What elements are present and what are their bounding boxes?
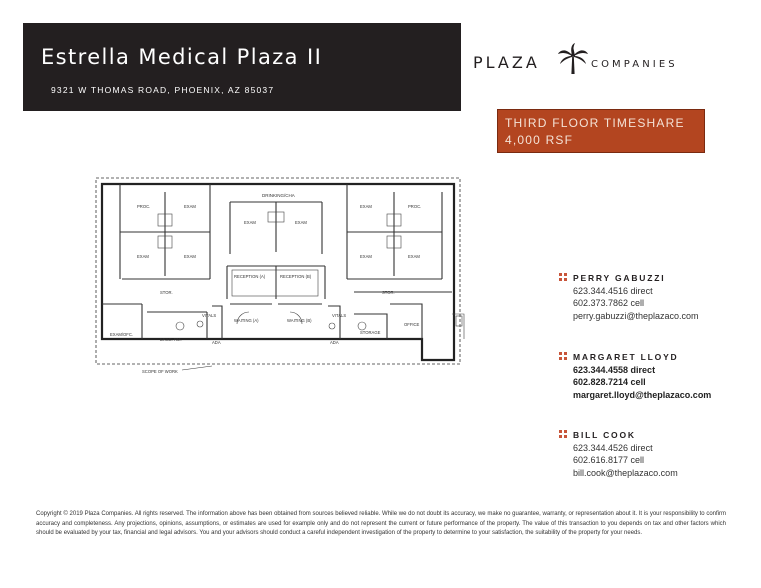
label-exam-r2: EXAM — [360, 254, 372, 259]
logo-word-companies: COMPANIES — [591, 59, 678, 70]
badge-floor-label: THIRD FLOOR TIMESHARE — [505, 116, 685, 130]
label-waiting-b: WAITING (B) — [287, 318, 312, 323]
contact-name: BILL COOK — [573, 430, 636, 440]
label-ada-left: ADA — [212, 340, 221, 345]
contact-cell: 602.616.8177 cell — [573, 455, 645, 465]
contact-name: PERRY GABUZZI — [573, 273, 666, 283]
label-exam-c2: EXAM — [295, 220, 307, 225]
label-reception-a: RECEPTION (A) — [234, 274, 266, 279]
contact-direct: 623.344.4516 direct — [573, 285, 653, 296]
contact-direct: 623.344.4526 direct — [573, 442, 653, 453]
label-stor-right: STOR. — [382, 290, 395, 295]
label-exam-c1: EXAM — [244, 220, 256, 225]
palm-tree-icon — [556, 42, 590, 76]
label-office: OFFICE — [404, 322, 420, 327]
property-address: 9321 W THOMAS ROAD, PHOENIX, AZ 85037 — [51, 85, 275, 95]
interior-walls — [102, 184, 452, 339]
label-proc-right: PROC. — [408, 204, 422, 209]
contact-cell: 602.828.7214 cell — [573, 377, 646, 387]
label-brsc: BRSC. RM. — [160, 337, 182, 342]
label-exam-r1: EXAM — [360, 204, 372, 209]
bullet-icon — [559, 430, 567, 438]
contact-email[interactable]: margaret.lloyd@theplazaco.com — [573, 389, 712, 400]
contact-direct: 623.344.4558 direct — [573, 364, 656, 375]
label-storage: STORAGE — [360, 330, 381, 335]
label-vitals-right: VITALS — [332, 313, 347, 318]
contact-cell: 602.373.7862 cell — [573, 298, 645, 308]
copyright-disclaimer: Copyright © 2019 Plaza Companies. All rights reserved. The information above has been obtained from sources believed reliable. While we do not doubt its accuracy, we make no guarantee, warranty, or representation about it. It is your responsibility to confirm accuracy and completeness. Any projections, opinions, assumptions, or estimates are used for example only and do not represent the current or future performance of the property. The value of this transaction to you depends on tax and other factors which should be evaluated by your tax, financial and legal advisors. You and your advisors should conduct a careful independent investigation of the property to determine to your satisfaction, the suitability of the property for your needs. — [36, 511, 726, 536]
scope-leader-line — [182, 366, 212, 370]
badge-area-label: 4,000 RSF — [505, 133, 574, 147]
label-stor-left: STOR. — [160, 290, 173, 295]
contact-card — [559, 351, 711, 401]
label-drinking: DRINKING/CHA — [262, 193, 295, 198]
floor-plan — [92, 174, 477, 384]
timeshare-badge — [497, 109, 705, 153]
label-proc-left: PROC. — [137, 204, 151, 209]
label-vitals-left: VITALS — [202, 313, 217, 318]
label-ada-right: ADA — [330, 340, 339, 345]
label-exam-tl: EXAM — [184, 204, 196, 209]
contact-email[interactable]: perry.gabuzzi@theplazaco.com — [573, 310, 699, 321]
title-block — [23, 23, 461, 111]
contact-email[interactable]: bill.cook@theplazaco.com — [573, 467, 678, 478]
plaza-companies-logo — [470, 40, 720, 80]
label-exam-ofc: EXAM/OFC. — [110, 332, 134, 337]
scope-boundary — [96, 178, 460, 364]
label-exam-r3: EXAM — [408, 254, 420, 259]
property-title: Estrella Medical Plaza II — [41, 45, 323, 69]
label-reception-b: RECEPTION (B) — [280, 274, 312, 279]
contact-name: MARGARET LLOYD — [573, 352, 679, 362]
logo-word-plaza: PLAZA — [473, 53, 540, 72]
label-exam-lm1: EXAM — [137, 254, 149, 259]
label-waiting-a: WAITING (A) — [234, 318, 259, 323]
bullet-icon — [559, 273, 567, 281]
contact-card — [559, 272, 699, 322]
contact-card — [559, 429, 678, 479]
label-exam-lm2: EXAM — [184, 254, 196, 259]
bullet-icon — [559, 352, 567, 360]
floor-walls — [102, 184, 454, 360]
label-scope-of-work: SCOPE OF WORK — [142, 369, 178, 374]
